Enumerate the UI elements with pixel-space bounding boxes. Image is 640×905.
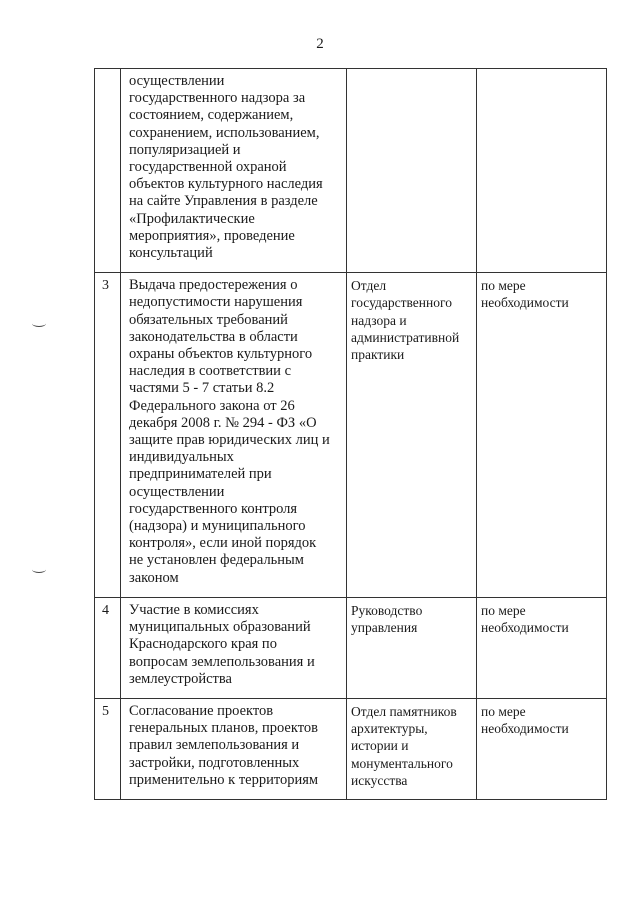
execution-term — [477, 69, 607, 273]
responsible-department — [347, 69, 477, 273]
execution-term: по мере необходимости — [477, 273, 607, 598]
table-row — [95, 597, 607, 698]
execution-term: по мере необходимости — [477, 698, 607, 799]
event-description: Участие в комиссиях муниципальных образований Краснодарского края по вопросам землепользования и землеустройства — [121, 597, 347, 698]
execution-term: по мере необходимости — [477, 597, 607, 698]
responsible-department: Отдел государственного надзора и административной практики — [347, 273, 477, 598]
events-table — [94, 68, 607, 800]
event-description: Выдача предостережения о недопустимости нарушения обязательных требований законодательства в области охраны объектов культурного наследия в соответствии с частями 5 - 7 статьи 8.2 Федерального закона от 26 декабря 2008 г. № 294 - ФЗ «О защите прав юридических лиц и индивидуальных предпринимателей при осуществлении государственного контроля (надзора) и муниципального контроля», если иной порядок не установлен федеральным законом — [121, 273, 347, 598]
event-description: осуществлении государственного надзора за состоянием, содержанием, сохранением, использованием, популяризацией и государственной охраной объектов культурного наследия на сайте Управления в разделе «Профилактические мероприятия», проведение консультаций — [121, 69, 347, 273]
table-row — [95, 273, 607, 598]
page-number: 2 — [316, 36, 324, 52]
row-number: 4 — [95, 597, 121, 698]
responsible-department: Отдел памятников архитектуры, истории и монументального искусства — [347, 698, 477, 799]
responsible-department: Руководство управления — [347, 597, 477, 698]
row-number: 3 — [95, 273, 121, 598]
margin-mark — [32, 320, 46, 327]
table-row — [95, 69, 607, 273]
table-row — [95, 698, 607, 799]
event-description: Согласование проектов генеральных планов, проектов правил землепользования и застройки, подготовленных применительно к территориям — [121, 698, 347, 799]
row-number: 5 — [95, 698, 121, 799]
row-number — [95, 69, 121, 273]
margin-mark — [32, 566, 46, 573]
